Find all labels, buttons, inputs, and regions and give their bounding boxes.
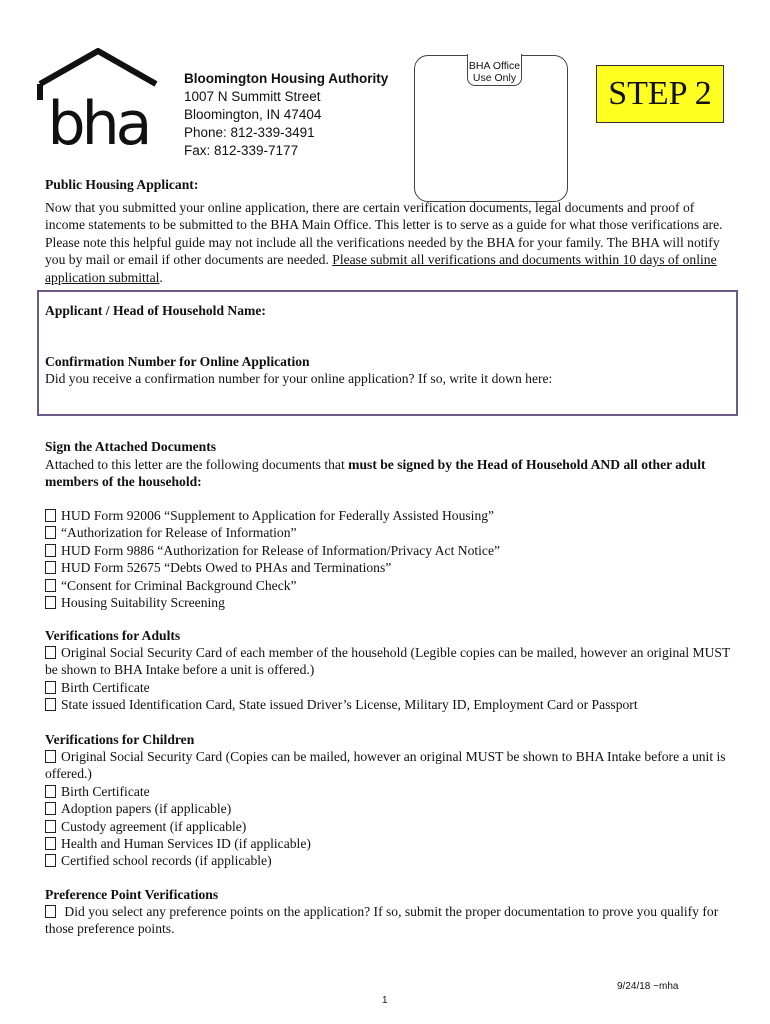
intro-heading: Public Housing Applicant: — [45, 177, 199, 192]
checkbox[interactable] — [45, 785, 56, 798]
checklist-item[interactable]: Housing Suitability Screening — [45, 594, 735, 611]
adults-heading: Verifications for Adults — [45, 628, 181, 643]
step-label: STEP 2 — [596, 65, 724, 123]
checkbox[interactable] — [45, 820, 56, 833]
checklist-item[interactable]: Certified school records (if applicable) — [45, 852, 735, 869]
checklist-item[interactable]: HUD Form 92006 “Supplement to Application for Federally Assisted Housing” — [45, 507, 735, 524]
checklist-item[interactable]: “Authorization for Release of Information” — [45, 524, 735, 541]
checklist-item[interactable]: HUD Form 9886 “Authorization for Release of Information/Privacy Act Notice” — [45, 542, 735, 559]
checkbox[interactable] — [45, 579, 56, 592]
organization-phone: Phone: 812-339-3491 — [184, 125, 315, 140]
house-roof-icon — [36, 48, 160, 148]
checkbox[interactable] — [45, 802, 56, 815]
checklist-item[interactable]: State issued Identification Card, State issued Driver’s License, Military ID, Employment Card or Passport — [45, 696, 735, 713]
checkbox[interactable] — [45, 646, 56, 659]
checklist-item[interactable]: Original Social Security Card of each member of the household (Legible copies can be mailed, however an original MUST be shown to BHA Intake before a unit is offered.) — [45, 645, 731, 678]
organization-address — [184, 70, 388, 160]
checklist-item[interactable]: Birth Certificate — [45, 783, 735, 800]
children-heading: Verifications for Children — [45, 732, 195, 747]
office-use-label — [467, 54, 522, 86]
checkbox[interactable] — [45, 509, 56, 522]
footer-date: 9/24/18 ~mha — [617, 981, 679, 992]
preference-item[interactable]: Did you select any preference points on the application? If so, submit the proper documentation to prove you qualify for those preference points. — [45, 904, 719, 937]
adults-checklist — [45, 644, 735, 714]
checkbox[interactable] — [45, 837, 56, 850]
sign-heading: Sign the Attached Documents — [45, 439, 217, 454]
intro-body: Now that you submitted your online application, there are certain verification documents, legal documents and proof of income statements to be submitted to the BHA Main Office. This letter is to serve as a guide for what those verifications are. Please note this helpful guide may not include all the verifications needed by the BHA for your family. The BHA will notify you by mail or email if other documents are needed. — [45, 200, 723, 268]
sign-intro — [45, 456, 735, 491]
sign-intro-plain: Attached to this letter are the following documents that — [45, 457, 349, 472]
organization-street: 1007 N Summitt Street — [184, 89, 321, 104]
checklist-item[interactable]: Custody agreement (if applicable) — [45, 818, 735, 835]
checklist-item[interactable]: Adoption papers (if applicable) — [45, 800, 735, 817]
sign-checklist — [45, 507, 735, 611]
intro-end: . — [159, 269, 163, 285]
bha-logo — [36, 48, 160, 148]
checkbox[interactable] — [45, 561, 56, 574]
checklist-item[interactable]: “Consent for Criminal Background Check” — [45, 577, 735, 594]
checkbox[interactable] — [45, 596, 56, 609]
checkbox[interactable] — [45, 681, 56, 694]
applicant-name-label: Applicant / Head of Household Name: — [45, 303, 266, 318]
checkbox[interactable] — [45, 544, 56, 557]
checklist-item[interactable]: Original Social Security Card (Copies can be mailed, however an original MUST be shown to BHA Intake before a unit is offered.) — [45, 749, 726, 782]
checkbox[interactable] — [45, 750, 56, 763]
sign-intro-bold: must be signed by the Head of Household AND all other adult members of the household: — [45, 457, 706, 490]
logo-text: bha — [47, 89, 149, 148]
confirmation-heading: Confirmation Number for Online Application — [45, 354, 310, 369]
office-use-line1: BHA Office — [468, 60, 521, 72]
children-checklist — [45, 748, 735, 870]
page-number: 1 — [382, 995, 388, 1006]
checklist-item[interactable]: Health and Human Services ID (if applicable) — [45, 835, 735, 852]
intro-deadline: Please submit all verifications and documents within 10 days of online application submittal — [45, 252, 717, 285]
checkbox[interactable] — [45, 905, 56, 918]
checkbox[interactable] — [45, 526, 56, 539]
confirmation-question: Did you receive a confirmation number for your online application? If so, write it down here: — [45, 371, 553, 386]
checkbox[interactable] — [45, 854, 56, 867]
intro-paragraph — [45, 199, 735, 286]
checklist-item[interactable]: Birth Certificate — [45, 679, 735, 696]
preference-heading: Preference Point Verifications — [45, 887, 219, 902]
organization-fax: Fax: 812-339-7177 — [184, 143, 299, 158]
organization-name: Bloomington Housing Authority — [184, 71, 389, 86]
checklist-item[interactable]: HUD Form 52675 “Debts Owed to PHAs and Terminations” — [45, 559, 735, 576]
office-use-line2: Use Only — [472, 72, 517, 84]
organization-city: Bloomington, IN 47404 — [184, 107, 322, 122]
checkbox[interactable] — [45, 698, 56, 711]
